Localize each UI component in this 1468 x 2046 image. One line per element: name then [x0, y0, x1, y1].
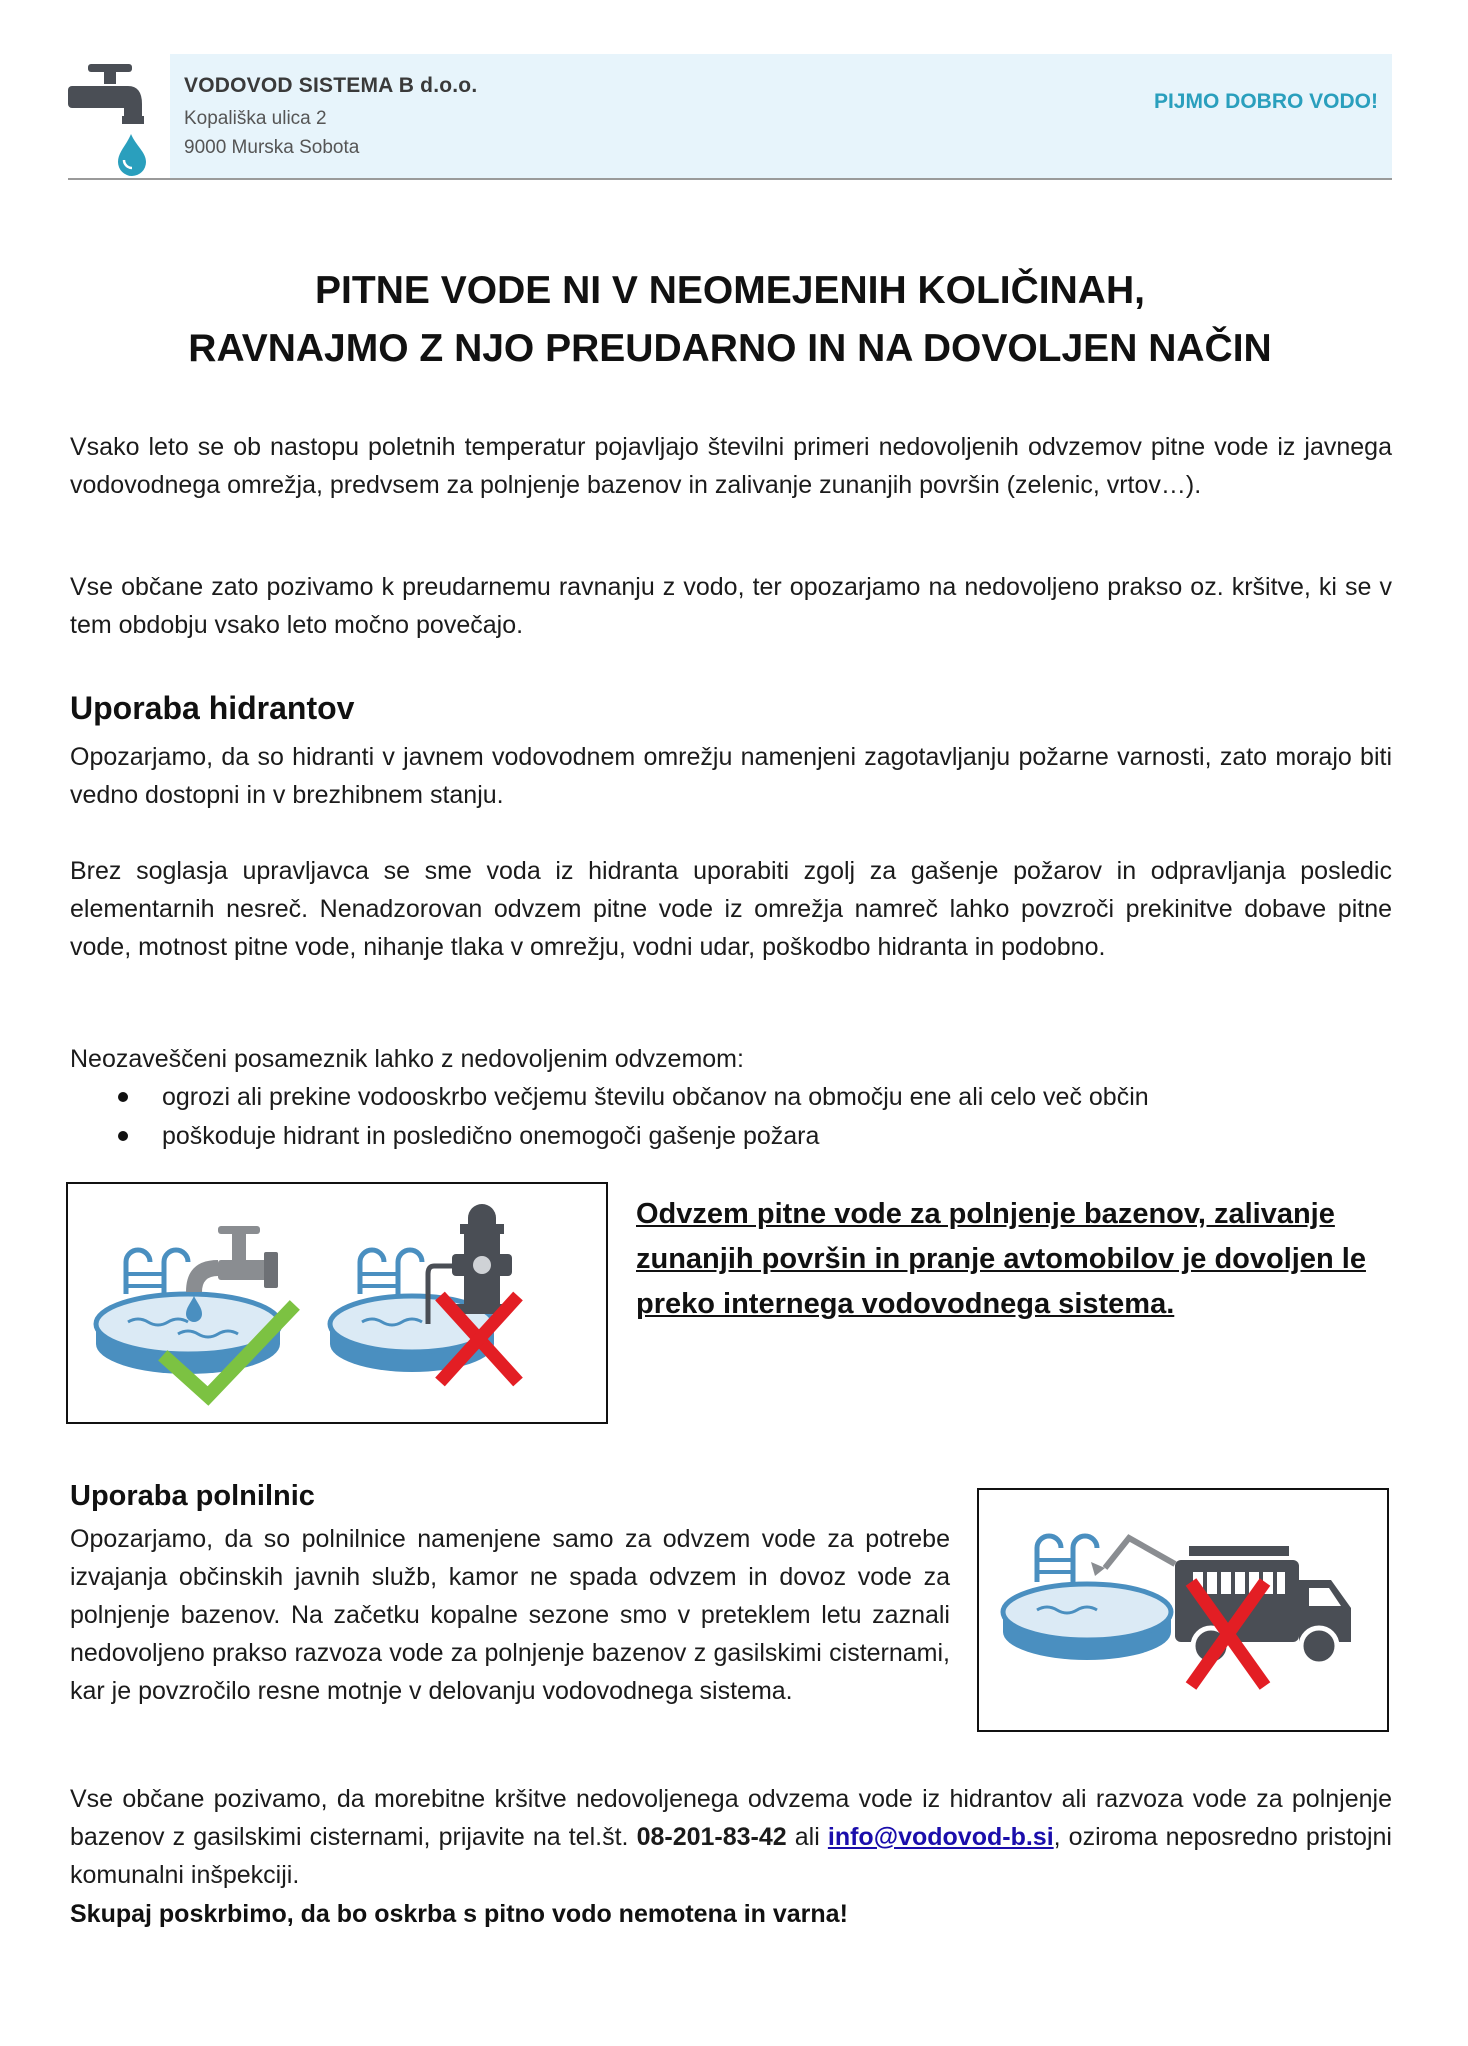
list-item — [70, 1078, 1149, 1117]
list-item — [70, 1117, 1149, 1156]
pool-rules-illustration — [66, 1182, 608, 1424]
tanker-prohibited-illustration — [977, 1488, 1389, 1732]
email-link[interactable]: info@vodovod-b.si — [827, 1823, 1054, 1851]
consequences-list — [70, 1078, 1149, 1156]
section-heading-hydrants: Uporaba hidrantov — [70, 690, 355, 726]
pool-rules-graphic — [68, 1184, 606, 1422]
list-item-text: poškoduje hidrant in posledično onemogoči gašenje požara — [162, 1122, 820, 1150]
title-line-2: RAVNAJMO Z NJO PREUDARNO IN NA DOVOLJEN NAČIN — [188, 327, 1272, 370]
section-heading-fillers: Uporaba polnilnic — [70, 1480, 315, 1512]
hydrants-paragraph-1: Opozarjamo, da so hidranti v javnem vodovodnem omrežju namenjeni zagotavljanju požarne varnosti, zato morajo biti vedno dostopni in v brezhibnem stanju. — [70, 743, 1392, 809]
slogan: PIJMO DOBRO VODO! — [1153, 90, 1378, 113]
tanker-prohibited-graphic — [979, 1490, 1387, 1730]
permitted-use-notice: Odvzem pitne vode za polnjenje bazenov, zalivanje zunanjih površin in pranje avtomobilov je dovoljen le preko internega vodovodnega sistema. — [636, 1198, 1366, 1320]
bullet-icon — [118, 1131, 128, 1141]
water-tap-icon — [68, 56, 152, 176]
address-street: Kopališka ulica 2 — [184, 108, 327, 129]
letterhead — [68, 54, 1392, 180]
contact-text-after: , oziroma neposredno pristojni komunalni inšpekciji. — [70, 1823, 1392, 1889]
contact-paragraph — [70, 1780, 1392, 1894]
intro-paragraph-2: Vse občane zato pozivamo k preudarnemu ravnanju z vodo, ter opozarjamo na nedovoljeno prakso oz. kršitve, ki se v tem obdobju vsako leto močno povečajo. — [70, 573, 1392, 639]
address-city: 9000 Murska Sobota — [184, 137, 360, 158]
hydrants-paragraph-3: Neozaveščeni posameznik lahko z nedovoljenim odvzemom: — [70, 1045, 744, 1073]
company-block — [184, 74, 477, 162]
fillers-paragraph-1: Opozarjamo, da so polnilnice namenjene samo za odvzem vode za potrebe izvajanja občinskih javnih služb, kamor ne spada odvzem in dovoz vode za polnjenje bazenov. Na začetku kopalne sezone smo v preteklem letu zaznali nedovoljeno prakso razvoza vode za polnjenje bazenov z gasilskimi cisternami, kar je povzročilo resne motnje v delovanju vodovodnega sistema. — [70, 1525, 950, 1705]
title-line-1: PITNE VODE NI V NEOMEJENIH KOLIČINAH, — [315, 269, 1145, 312]
phone-number: 08-201-83-42 — [636, 1823, 787, 1851]
pool-icon — [1003, 1536, 1171, 1660]
hydrants-paragraph-2: Brez soglasja upravljavca se sme voda iz hidranta uporabiti zgolj za gašenje požarov in odpravljanja posledic elementarnih nesreč. Nenadzorovan odvzem pitne vode iz omrežja namreč lahko povzroči prekinitve dobave pitne vode, motnost pitne vode, nihanje tlaka v omrežju, vodni udar, poškodbo hidranta in podobno. — [70, 857, 1392, 961]
bullet-icon — [118, 1092, 128, 1102]
intro-paragraph-1: Vsako leto se ob nastopu poletnih temperatur pojavljajo številni primeri nedovoljenih odvzemov pitne vode iz javnega vodovodnega omrežja, predvsem za polnjenje bazenov in zalivanje zunanjih površin (zelenic, vrtov…). — [70, 433, 1392, 499]
contact-text-before: Vse občane pozivamo, da morebitne kršitve nedovoljenega odvzema vode iz hidrantov ali razvoza vode za polnjenje bazenov z gasilskimi cisternami, prijavite na tel.št. — [70, 1785, 1392, 1851]
closing-statement: Skupaj poskrbimo, da bo oskrba s pitno vodo nemotena in varna! — [70, 1900, 848, 1928]
company-name: VODOVOD SISTEMA B d.o.o. — [184, 74, 478, 97]
list-item-text: ogrozi ali prekine vodooskrbo večjemu številu občanov na območju ene ali celo več občin — [162, 1083, 1149, 1111]
company-address — [184, 104, 477, 162]
contact-text-mid: ali — [794, 1823, 820, 1851]
page-title — [68, 262, 1392, 378]
